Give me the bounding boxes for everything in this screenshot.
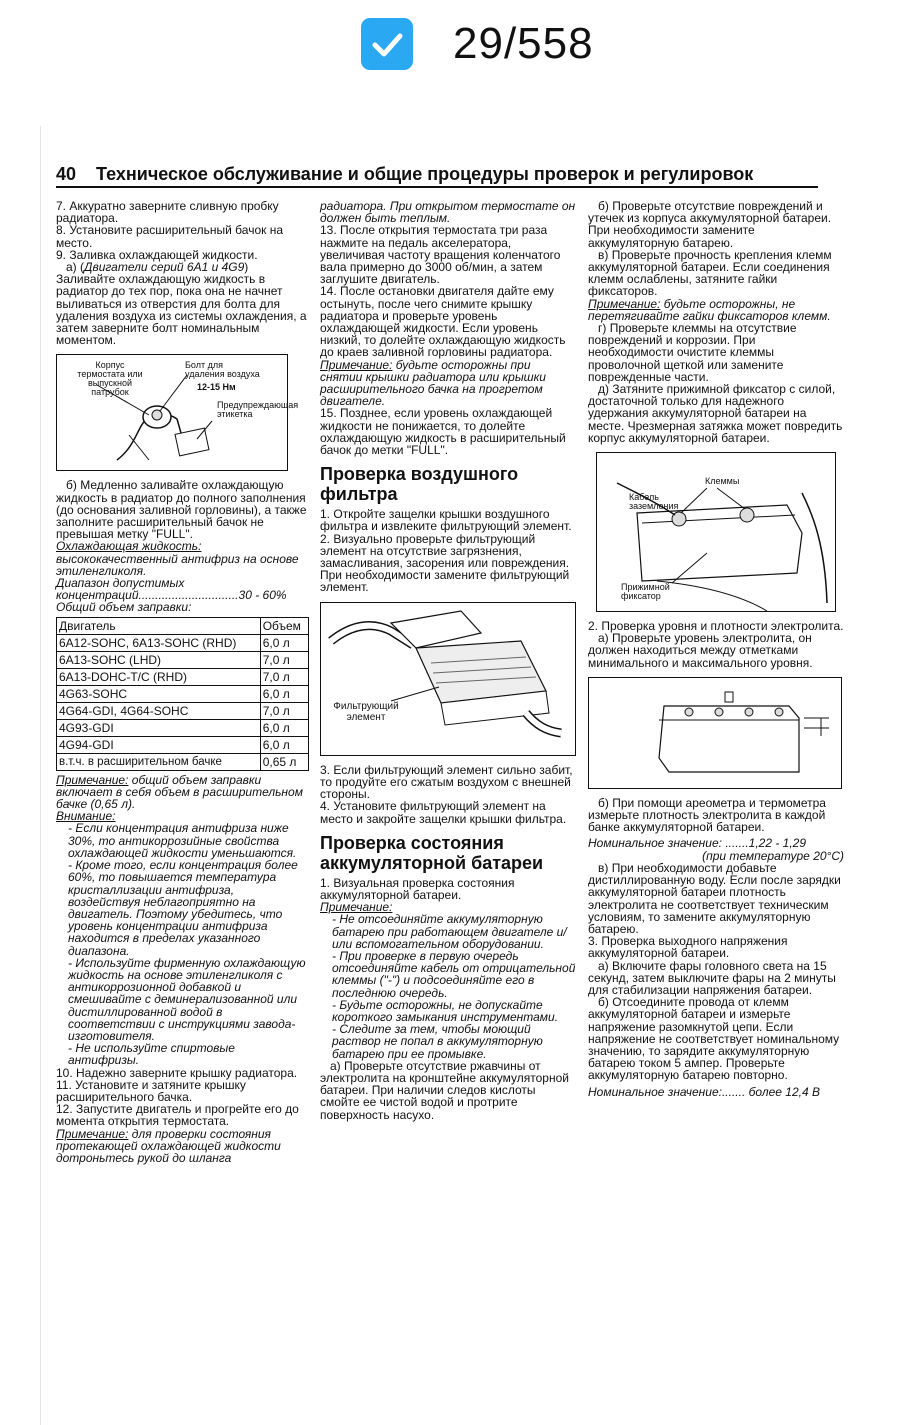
note-item: - Не отсоединяйте аккумуляторную батарею при работающем двигателе и/или вспомогательном оборудовании.: [332, 912, 567, 951]
page-header: [56, 162, 818, 188]
paragraph: 8. Установите расширительный бачок на место.: [56, 223, 283, 250]
paragraph: 10. Надежно заверните крышку радиатора.: [56, 1065, 298, 1080]
section-heading-air-filter: Проверка воздушного фильтра: [320, 464, 519, 505]
spec: (при температуре 20°С): [702, 848, 844, 863]
table-row: 4G63-SOHC 6,0 л: [57, 685, 309, 702]
paragraph: 11. Установите и затяните крышку расширительного бачка.: [56, 1077, 246, 1104]
paragraph: б) Проверьте отсутствие повреждений и утечек из корпуса аккумуляторной батареи. При необходимости замените аккумуляторную батарею.: [588, 199, 832, 250]
note-item: - При проверке в первую очередь отсоединяйте кабель от отрицательной клеммы ("-") и подсоединяйте его в последнюю очередь.: [332, 948, 576, 1000]
checkbox-checked-icon[interactable]: [361, 18, 413, 70]
paragraph: 1. Откройте защелки крышки воздушного фильтра и извлеките фильтрующий элемент.: [320, 507, 572, 534]
paragraph: а) (Двигатели серий 6А1 и 4G9) Заливайте охлаждающую жидкость в радиатор до тех пор, пока она не начнет выливаться из отверстия для болта для удаления воздуха из системы охлаждения, а затем заверните болт номинальным моментом.: [56, 260, 307, 348]
spec: Диапазон допустимых концентраций..............................30 - 60%: [56, 576, 287, 603]
warning-item: - Используйте фирменную охлаждающую жидкость на основе этиленгликоля с антикоррозионной добавкой и смешивайте с деминерализованной или дистиллированной водой в соответствии с инструкциями завода-изготовителя.: [68, 955, 306, 1043]
thermostat-figure: [56, 354, 299, 471]
note-list: [320, 913, 576, 1059]
paragraph: 3. Если фильтрующий элемент сильно забит, то продуйте его сжатым воздухом с внешней стороны.: [320, 762, 573, 802]
spec: Общий объем заправки:: [56, 600, 192, 615]
paragraph: а) Проверьте уровень электролита, он должен находиться между отметками минимального и максимального уровня.: [588, 631, 813, 670]
column-2: [320, 200, 576, 1121]
figure-label: Болт для удаления воздуха: [185, 360, 260, 380]
viewer-toolbar: [0, 0, 922, 130]
paragraph: б) Медленно заливайте охлаждающую жидкость в радиатор до полного заполнения (до основания заливной горловины), а также заполните расширительный бачок не превышая метку "FULL".: [56, 478, 307, 542]
paragraph: 15. Позднее, если уровень охлаждающей жидкости не понижается, то долейте охлаждающую жидкость в расширительный бачок до метки "FULL".: [320, 406, 566, 458]
table-row: 6А13-SOHC (LHD) 7,0 л: [57, 651, 309, 668]
figure-label: Кабель заземления: [629, 492, 679, 512]
figure-label: Предупреждающая этикетка: [217, 400, 299, 420]
paragraph: 7. Аккуратно заверните сливную пробку радиатора.: [56, 199, 279, 226]
paragraph: в) Проверьте прочность крепления клемм аккумуляторной батареи. Если соединения клемм ослаблены, затяните гайки фиксаторов.: [588, 247, 832, 299]
table-header-row: Двигатель Объем: [57, 617, 309, 634]
paragraph: 2. Проверка уровня и плотности электролита.: [588, 619, 844, 634]
paragraph: 1. Визуальная проверка состояния аккумуляторной батареи.: [320, 875, 515, 902]
note: Примечание: будьте осторожны, не перетягивайте гайки фиксаторов клемм.: [588, 296, 831, 323]
paragraph: в) При необходимости добавьте дистиллированную воду. Если после зарядки аккумуляторной батареи плотность электролита не соответствует техническим условиям, то замените аккумуляторную батарею.: [588, 860, 841, 936]
note: Примечание: будьте осторожны при снятии крышки радиатора или крышки расширительного бачка на прогретом двигателе.: [320, 357, 546, 409]
page-indicator: 29/558: [453, 19, 594, 68]
paragraph: 12. Запустите двигатель и прогрейте его до момента открытия термостата.: [56, 1102, 299, 1129]
warning-item: - Кроме того, если концентрация более 60%, то повышается температура кристаллизации антифриза, воздействуя неблагоприятно на двигатель. Поэтому убедитесь, что уровень концентрации антифриза находится в пределах указанного диапазона.: [68, 858, 298, 958]
note-item: - Будьте осторожны, не допускайте короткого замыкания инструментами.: [332, 997, 559, 1024]
figure-label: Корпус термостата или выпускной патрубок: [77, 360, 143, 398]
paragraph: б) При помощи ареометра и термометра измерьте плотность электролита в каждой банке аккумуляторной батареи.: [588, 795, 826, 835]
paragraph: 13. После открытия термостата три раза нажмите на педаль акселератора, увеличивая частоту вращения коленчатого вала примерно до 3000 об/мин, а затем заглушите двигатель.: [320, 223, 561, 287]
warning-item: - Не используйте спиртовые антифризы.: [68, 1041, 235, 1068]
figure-label: Клеммы: [705, 476, 740, 487]
table-row: 6А13-DOHC-T/C (RHD) 7,0 л: [57, 668, 309, 685]
paragraph: 4. Установите фильтрующий элемент на место и закройте защелки крышки фильтра.: [320, 799, 567, 826]
coolant-volume-table: [56, 617, 309, 771]
note-continued: радиатора. При открытом термостате он должен быть теплым.: [320, 199, 576, 226]
air-filter-figure: [320, 602, 576, 756]
battery-terminals-figure: [596, 452, 836, 612]
paragraph: а) Проверьте отсутствие ржавчины от электролита на кронштейне аккумуляторной батареи. При наличии следов кислоты смойте ее чистой водой и протрите поверхность насухо.: [320, 1058, 569, 1122]
paragraph: а) Включите фары головного света на 15 секунд, затем выключите фары на 2 минуты для стабилизации напряжения батареи.: [588, 958, 836, 997]
note: Примечание: для проверки состояния протекающей охлаждающей жидкости дотроньтесь рукой до шланга: [56, 1126, 281, 1165]
column-3: [588, 200, 844, 1098]
paragraph: 9. Заливка охлаждающей жидкости.: [56, 247, 258, 262]
figure-label: Прижимной фиксатор: [621, 582, 670, 602]
column-1: [56, 200, 308, 1164]
note-item: - Следите за тем, чтобы моющий раствор не попал в аккумуляторную батарею при ее промывке.: [332, 1022, 543, 1061]
paragraph: д) Затяните прижимной фиксатор с силой, достаточной только для надежного удержания аккумуляторной батареи на месте. Чрезмерная затяжка может повредить корпус аккумуляторной батареи.: [588, 382, 843, 445]
note: Примечание: общий объем заправки включает в себя объем в расширительном бачке (0,65 л).: [56, 772, 303, 812]
table-row: 4G93-GDI 6,0 л: [57, 719, 309, 736]
spec: Охлаждающая жидкость: высококачественный антифриз на основе этиленгликоля.: [56, 539, 299, 578]
note-label: Примечание:: [320, 900, 393, 915]
warning-label: Внимание:: [56, 809, 116, 824]
figure-label: 12-15 Нм: [197, 382, 236, 393]
battery-level-figure: [588, 677, 842, 789]
spec: Номинальное значение:....... более 12,4 В: [588, 1084, 820, 1099]
table-row: 4G94-GDI 6,0 л: [57, 736, 309, 753]
paragraph: 2. Визуально проверьте фильтрующий элемент на отсутствие загрязнения, замасливания, засорения или повреждения. При необходимости замените фильтрующий элемент.: [320, 531, 570, 595]
table-row: в.т.ч. в расширительном бачке 0,65 л: [57, 753, 309, 770]
paragraph: 3. Проверка выходного напряжения аккумуляторной батареи.: [588, 934, 788, 961]
warning-list: [56, 822, 308, 1066]
page-number: 40: [56, 164, 77, 184]
warning-item: - Если концентрация антифриза ниже 30%, то антикоррозийные свойства охлаждающей жидкости уменьшаются.: [68, 821, 297, 860]
page-title: Техническое обслуживание и общие процедуры проверок и регулировок: [96, 164, 754, 184]
paragraph: 14. После остановки двигателя дайте ему остынуть, после чего снимите крышку радиатора и проверьте уровень охлаждающей жидкости. Если уровень низкий, то долейте охлаждающую жидкость до краев заливной горловины радиатора.: [320, 284, 566, 360]
figure-label: Фильтрующий элемент: [333, 700, 399, 723]
section-heading-battery: Проверка состояния аккумуляторной батареи: [320, 832, 544, 873]
paragraph: б) Отсоедините провода от клемм аккумуляторной батареи и измерьте напряжение разомкнутой цепи. Если напряжение не соответствует номинальному значению, то зарядите аккумуляторную батарею током 5 ампер. Проверьте аккумуляторную батарею повторно.: [588, 995, 840, 1083]
paragraph: г) Проверьте клеммы на отсутствие повреждений и коррозии. При необходимости очистите клеммы проволочной щеткой или замените поврежденные части.: [588, 321, 797, 384]
spec: Номинальное значение: .......1,22 - 1,29: [588, 836, 807, 851]
table-row: 4G64-GDI, 4G64-SOHC 7,0 л: [57, 702, 309, 719]
table-row: 6А12-SOHC, 6А13-SOHC (RHD) 6,0 л: [57, 634, 309, 651]
